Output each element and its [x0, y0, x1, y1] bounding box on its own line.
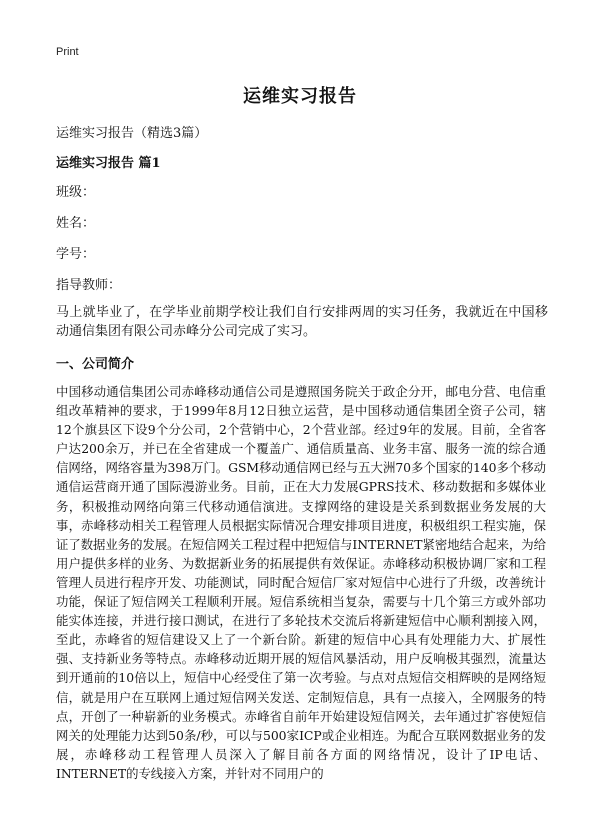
- intro-paragraph: 马上就毕业了，在学毕业前期学校让我们自行安排两周的实习任务，我就近在中国移动通信集团有限公司赤峰分公司完成了实习。: [56, 305, 548, 339]
- print-label[interactable]: Print: [56, 46, 79, 58]
- field-class: 班级：: [56, 185, 96, 200]
- field-advisor: 指导教师：: [56, 278, 122, 293]
- company-intro-paragraph: 中国移动通信集团公司赤峰移动通信公司是遵照国务院关于政企分开，邮电分营、电信重组改革精神的要求，于1999年8月12日独立运营，是中国移动通信集团全资子公司，辖12个旗县区下设9个分公司，2个营销中心，2个营业部。经过9年的发展。目前，全省客户达200余万，并已在全省建成一个覆盖广、通信质量高、业务丰富、服务一流的综合通信网络，网络容量为398万门。GSM移动通信网已经与五大洲70多个国家的140多个移动通信运营商开通了国际漫游业务。目前，正在大力发展GPRS技术、移动数据和多媒体业务，积极推动网络向第三代移动通信演进。支撑网络的建设是关系到数据业务发展的大事，赤峰移动相关工程管理人员根据实际情况合理安排项目进度，积极组织工程实施，保证了数据业务的发展。在短信网关工程过程中把短信与INTERNET紧密地结合起来，为给用户提供多样的业务、为数据新业务的拓展提供有效保证。赤峰移动积极协调厂家和工程管理人员进行程序开发、功能测试，同时配合短信厂家对短信中心进行了升级，改善统计功能，保证了短信网关工程顺利开展。短信系统相当复杂，需要与十几个第三方或外部功能实体连接，并进行接口测试，在进行了多轮技术交流后将新建短信中心顺利割接入网，至此，赤峰省的短信建设又上了一个新台阶。新建的短信中心具有处理能力大、扩展性强、支持新业务等特点。赤峰移动近期开展的短信风暴活动，用户反响极其强烈，流量达到开通前的10倍以上，短信中心经受住了第一次考验。与点对点短信交相辉映的是网络短信，就是用户在互联网上通过短信网关发送、定制短信息，具有一点接入，全网服务的特点，开创了一种崭新的业务模式。赤峰省自前年开始建设短信网关，去年通过扩容使短信网关的处理能力达到50条/秒，可以与500家ICP或企业相连。为配合互联网数据业务的发展，赤峰移动工程管理人员深入了解目前各方面的网络情况，设计了IP电话、INTERNET的专线接入方案，并针对不同用户的: [56, 384, 546, 781]
- field-name: 姓名：: [56, 216, 96, 231]
- document-subtitle: 运维实习报告（精选3篇）: [56, 126, 208, 141]
- document-title: 运维实习报告: [243, 86, 357, 107]
- field-student-id: 学号：: [56, 247, 96, 262]
- heading-company-intro: 一、公司简介: [56, 357, 135, 372]
- section-title: 运维实习报告 篇1: [56, 156, 161, 171]
